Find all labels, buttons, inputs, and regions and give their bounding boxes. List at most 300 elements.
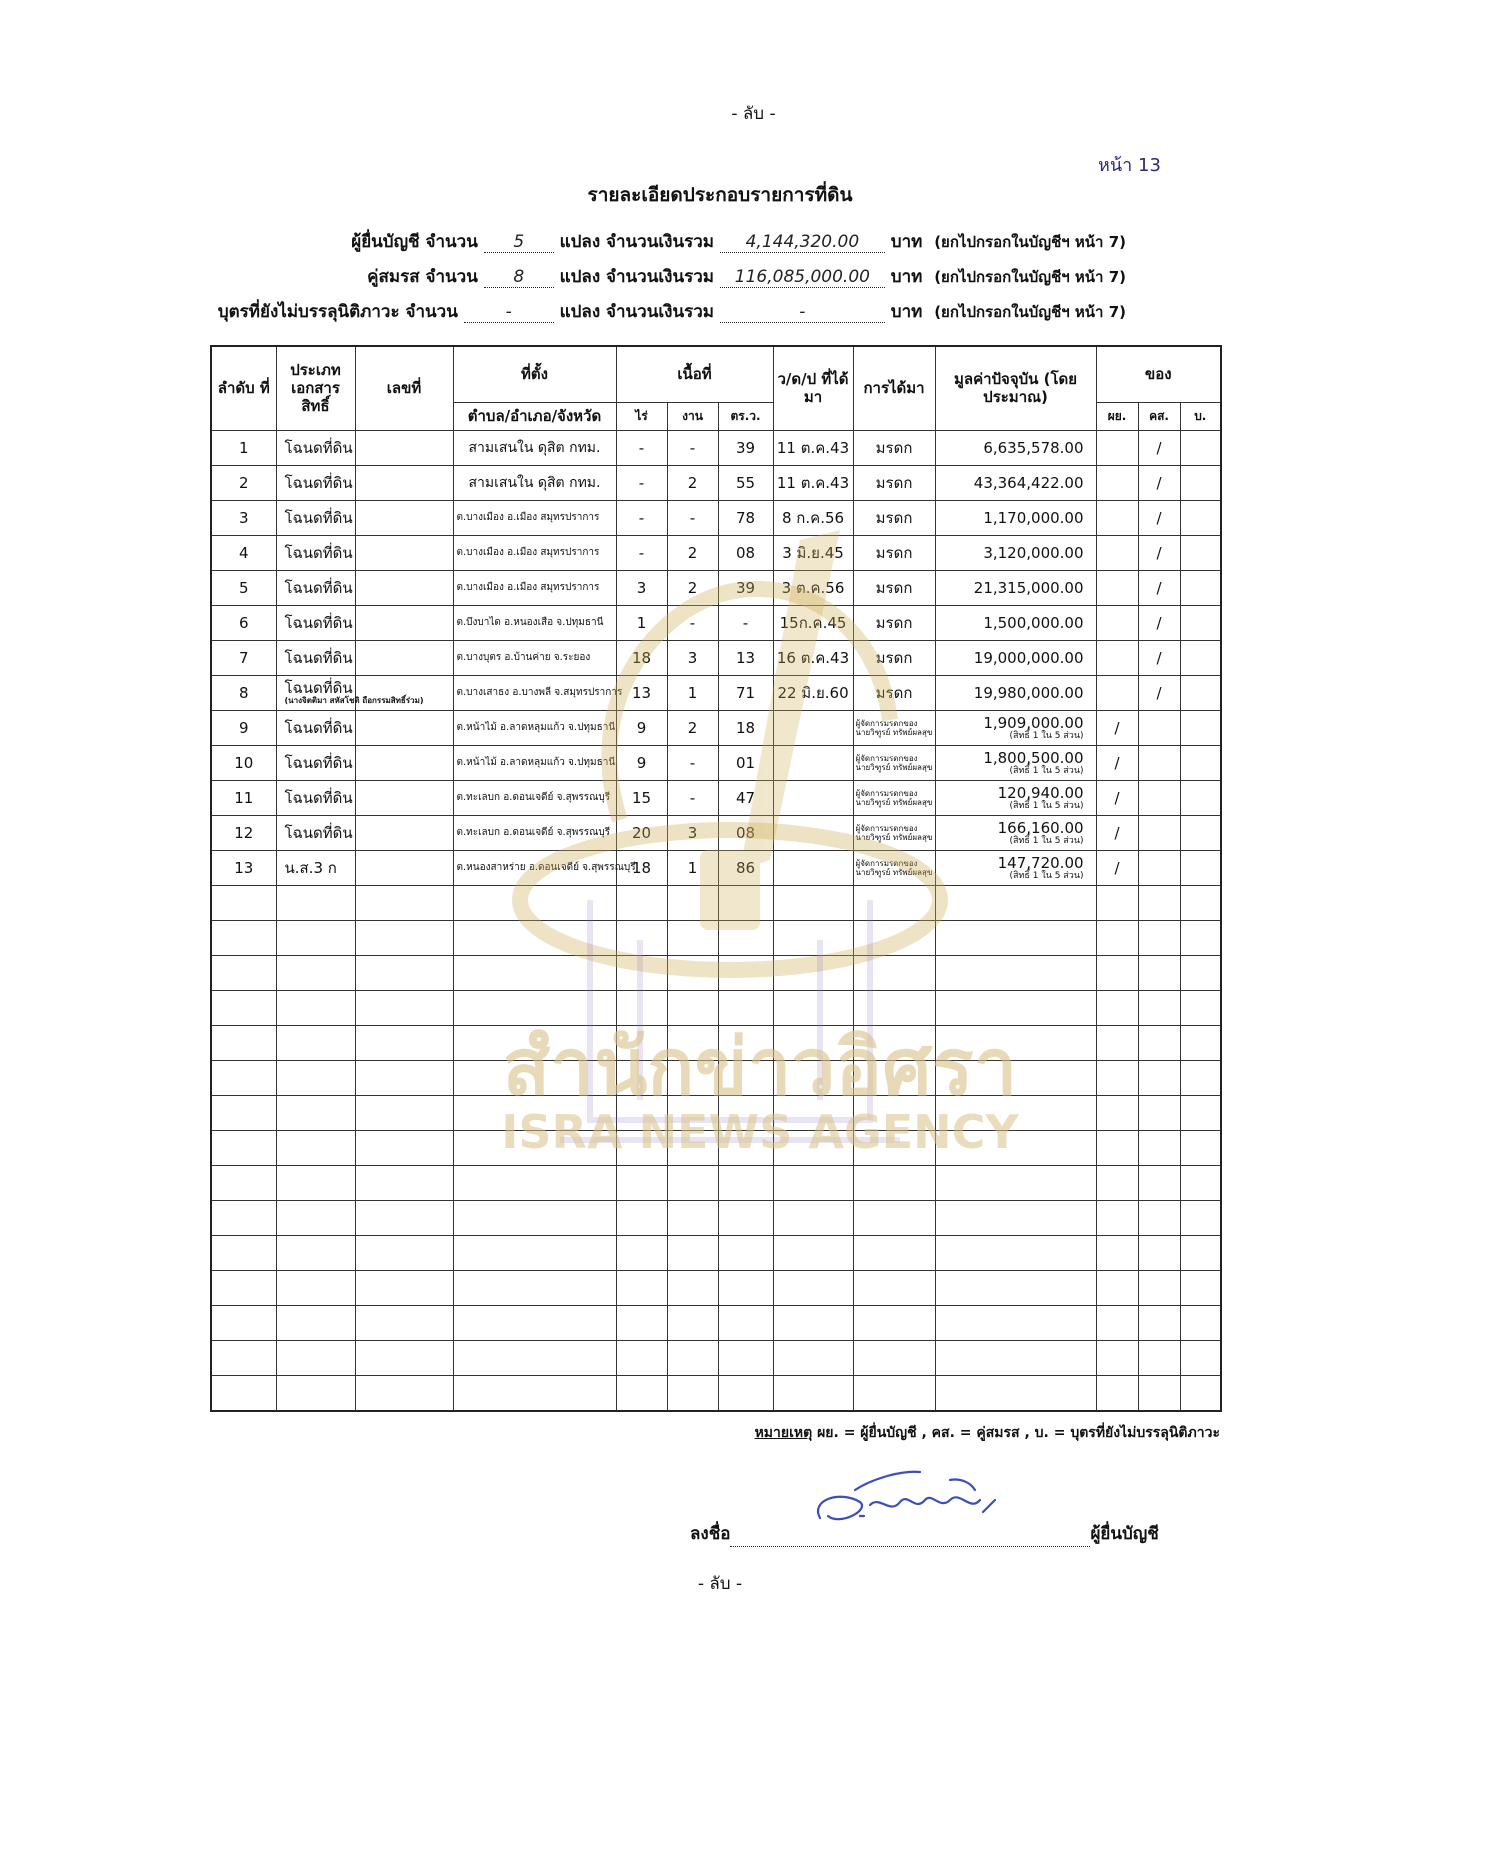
- empty-cell: [1180, 1235, 1221, 1270]
- empty-cell: [276, 1270, 355, 1305]
- empty-cell: [276, 1130, 355, 1165]
- row-rai: -: [616, 430, 667, 465]
- empty-cell: [616, 1165, 667, 1200]
- row-ngan: 2: [667, 710, 718, 745]
- summary-declarant: ผู้ยื่นบัญชี จำนวน 5 แปลง จำนวนเงินรวม 4,144,320.00 บาท (ยกไปกรอกในบัญชีฯ หน้า 7): [351, 232, 1126, 252]
- row-value: 120,940.00 (สิทธิ์ 1 ใน 5 ส่วน): [935, 780, 1096, 815]
- empty-cell: [1138, 1235, 1180, 1270]
- row-doc-note: (นางจิตติมา สหัสโชติ ถือกรรมสิทธิ์ร่วม): [284, 695, 424, 705]
- row-number: [355, 850, 453, 885]
- row-value: 19,980,000.00: [935, 675, 1096, 710]
- summary-spouse: คู่สมรส จำนวน 8 แปลง จำนวนเงินรวม 116,085,000.00 บาท (ยกไปกรอกในบัญชีฯ หน้า 7): [367, 267, 1126, 287]
- empty-cell: [773, 1200, 853, 1235]
- empty-cell: [276, 990, 355, 1025]
- empty-cell: [853, 1130, 935, 1165]
- empty-row: [211, 1235, 1221, 1270]
- empty-cell: [1138, 990, 1180, 1025]
- header-rai: ไร่: [616, 402, 667, 430]
- row-seq: 5: [211, 570, 276, 605]
- row-owner-declarant: /: [1096, 780, 1138, 815]
- row-rai: -: [616, 465, 667, 500]
- empty-cell: [773, 1340, 853, 1375]
- empty-cell: [667, 990, 718, 1025]
- row-rai: 18: [616, 850, 667, 885]
- empty-cell: [453, 1025, 616, 1060]
- row-number: [355, 465, 453, 500]
- empty-cell: [935, 1165, 1096, 1200]
- empty-cell: [276, 1095, 355, 1130]
- empty-cell: [355, 1200, 453, 1235]
- row-date: 11 ต.ค.43: [773, 430, 853, 465]
- empty-cell: [1096, 1340, 1138, 1375]
- header-ngan: งาน: [667, 402, 718, 430]
- row-rai: 9: [616, 710, 667, 745]
- row-seq: 8: [211, 675, 276, 710]
- empty-cell: [1180, 1340, 1221, 1375]
- empty-cell: [276, 955, 355, 990]
- empty-cell: [935, 1095, 1096, 1130]
- row-number: [355, 500, 453, 535]
- row-owner-declarant: /: [1096, 815, 1138, 850]
- empty-cell: [453, 885, 616, 920]
- empty-cell: [718, 1270, 773, 1305]
- empty-cell: [211, 1095, 276, 1130]
- empty-cell: [276, 1305, 355, 1340]
- row-rai: 18: [616, 640, 667, 675]
- empty-cell: [1180, 1200, 1221, 1235]
- empty-cell: [1096, 990, 1138, 1025]
- empty-cell: [773, 885, 853, 920]
- row-owner-spouse: [1138, 780, 1180, 815]
- empty-cell: [853, 1235, 935, 1270]
- row-owner-child: [1180, 535, 1221, 570]
- row-value: 1,500,000.00: [935, 605, 1096, 640]
- empty-row: [211, 990, 1221, 1025]
- empty-cell: [211, 920, 276, 955]
- empty-cell: [276, 1060, 355, 1095]
- empty-cell: [355, 990, 453, 1025]
- empty-cell: [355, 1130, 453, 1165]
- empty-cell: [276, 920, 355, 955]
- table-row: [211, 710, 1221, 745]
- row-owner-spouse: /: [1138, 570, 1180, 605]
- row-owner-spouse: [1138, 710, 1180, 745]
- empty-cell: [853, 885, 935, 920]
- empty-cell: [773, 1060, 853, 1095]
- empty-cell: [211, 955, 276, 990]
- signature-label: ลงชื่อ: [690, 1524, 731, 1544]
- row-acquisition: มรดก: [853, 570, 935, 605]
- row-seq: 3: [211, 500, 276, 535]
- empty-row: [211, 1375, 1221, 1411]
- empty-cell: [1180, 990, 1221, 1025]
- empty-cell: [1096, 1305, 1138, 1340]
- empty-row: [211, 920, 1221, 955]
- row-seq: 6: [211, 605, 276, 640]
- row-doc-type: โฉนดที่ดิน: [276, 815, 355, 850]
- row-ngan: -: [667, 430, 718, 465]
- row-value: 1,800,500.00 (สิทธิ์ 1 ใน 5 ส่วน): [935, 745, 1096, 780]
- row-date: [773, 745, 853, 780]
- row-ngan: 1: [667, 850, 718, 885]
- empty-cell: [355, 1270, 453, 1305]
- empty-cell: [718, 885, 773, 920]
- empty-cell: [773, 1270, 853, 1305]
- header-seq: ลำดับ ที่: [211, 346, 276, 430]
- row-owner-declarant: [1096, 570, 1138, 605]
- row-value: 43,364,422.00: [935, 465, 1096, 500]
- empty-cell: [355, 1060, 453, 1095]
- empty-cell: [211, 885, 276, 920]
- row-doc-type: โฉนดที่ดิน: [276, 430, 355, 465]
- row-rai: -: [616, 535, 667, 570]
- empty-cell: [1180, 920, 1221, 955]
- row-location: ต.บางเสาธง อ.บางพลี จ.สมุทรปราการ: [453, 675, 616, 710]
- row-owner-child: [1180, 780, 1221, 815]
- row-value-note: (สิทธิ์ 1 ใน 5 ส่วน): [1009, 870, 1084, 881]
- empty-cell: [718, 1305, 773, 1340]
- table-row: [211, 605, 1221, 640]
- empty-cell: [853, 1025, 935, 1060]
- classified-mark-bottom: - ลับ -: [697, 1574, 743, 1594]
- empty-cell: [276, 1165, 355, 1200]
- spouse-amount: 116,085,000.00: [720, 267, 885, 288]
- empty-cell: [773, 1130, 853, 1165]
- empty-cell: [935, 1305, 1096, 1340]
- empty-cell: [453, 920, 616, 955]
- empty-cell: [853, 1270, 935, 1305]
- summary-child: บุตรที่ยังไม่บรรลุนิติภาวะ จำนวน - แปลง จำนวนเงินรวม - บาท (ยกไปกรอกในบัญชีฯ หน้า 7): [217, 302, 1126, 322]
- row-owner-spouse: [1138, 850, 1180, 885]
- empty-cell: [718, 1340, 773, 1375]
- row-value: 6,635,578.00: [935, 430, 1096, 465]
- empty-cell: [935, 920, 1096, 955]
- empty-cell: [935, 1375, 1096, 1411]
- row-value: 1,909,000.00 (สิทธิ์ 1 ใน 5 ส่วน): [935, 710, 1096, 745]
- row-sqwa: 13: [718, 640, 773, 675]
- table-row: [211, 430, 1221, 465]
- empty-row: [211, 1025, 1221, 1060]
- empty-cell: [935, 1270, 1096, 1305]
- empty-cell: [453, 1340, 616, 1375]
- row-doc-type: โฉนดที่ดิน: [276, 605, 355, 640]
- empty-cell: [773, 1165, 853, 1200]
- row-acquisition: ผู้จัดการมรดกของ นายวิฑูรย์ ทรัพย์ผลสุข: [853, 850, 935, 885]
- row-owner-declarant: /: [1096, 745, 1138, 780]
- empty-cell: [853, 955, 935, 990]
- page-number: หน้า 13: [1098, 155, 1161, 176]
- row-rai: 1: [616, 605, 667, 640]
- empty-row: [211, 1165, 1221, 1200]
- header-acquisition: การได้มา: [853, 346, 935, 430]
- empty-cell: [667, 1305, 718, 1340]
- row-owner-spouse: /: [1138, 465, 1180, 500]
- empty-cell: [1180, 1060, 1221, 1095]
- empty-cell: [453, 1095, 616, 1130]
- watermark-english-text: ISRA NEWS AGENCY: [501, 1105, 1019, 1159]
- row-date: 15ก.ค.45: [773, 605, 853, 640]
- row-acquisition: ผู้จัดการมรดกของ นายวิฑูรย์ ทรัพย์ผลสุข: [853, 710, 935, 745]
- row-doc-type: โฉนดที่ดิน: [276, 570, 355, 605]
- empty-cell: [1138, 1130, 1180, 1165]
- empty-cell: [211, 1200, 276, 1235]
- empty-cell: [1180, 1025, 1221, 1060]
- empty-cell: [211, 1270, 276, 1305]
- empty-cell: [667, 1130, 718, 1165]
- empty-cell: [211, 1165, 276, 1200]
- empty-cell: [616, 885, 667, 920]
- row-owner-declarant: /: [1096, 850, 1138, 885]
- empty-cell: [616, 1060, 667, 1095]
- empty-cell: [1096, 1235, 1138, 1270]
- row-number: [355, 605, 453, 640]
- row-value-note: (สิทธิ์ 1 ใน 5 ส่วน): [1009, 800, 1084, 811]
- row-owner-child: [1180, 605, 1221, 640]
- empty-cell: [667, 1095, 718, 1130]
- row-owner-spouse: /: [1138, 430, 1180, 465]
- empty-cell: [211, 1375, 276, 1411]
- header-owner-declarant: ผย.: [1096, 402, 1138, 430]
- row-doc-type: โฉนดที่ดิน: [276, 780, 355, 815]
- row-sqwa: 47: [718, 780, 773, 815]
- row-doc-type: โฉนดที่ดิน: [276, 465, 355, 500]
- row-ngan: -: [667, 780, 718, 815]
- empty-cell: [1096, 885, 1138, 920]
- row-owner-child: [1180, 465, 1221, 500]
- empty-cell: [667, 920, 718, 955]
- header-location-sub: ตำบล/อำเภอ/จังหวัด: [453, 402, 616, 430]
- row-sqwa: 78: [718, 500, 773, 535]
- empty-cell: [1180, 955, 1221, 990]
- table-row: [211, 535, 1221, 570]
- row-owner-declarant: [1096, 465, 1138, 500]
- row-location: สามเสนใน ดุสิต กทม.: [453, 465, 616, 500]
- empty-row: [211, 1060, 1221, 1095]
- table-row: [211, 745, 1221, 780]
- empty-cell: [1138, 1095, 1180, 1130]
- row-seq: 9: [211, 710, 276, 745]
- row-owner-spouse: /: [1138, 535, 1180, 570]
- empty-cell: [853, 920, 935, 955]
- empty-cell: [1096, 1130, 1138, 1165]
- empty-cell: [667, 1165, 718, 1200]
- row-doc-type: โฉนดที่ดิน: [276, 535, 355, 570]
- empty-cell: [616, 1200, 667, 1235]
- empty-cell: [355, 1305, 453, 1340]
- empty-cell: [276, 1340, 355, 1375]
- row-sqwa: 39: [718, 570, 773, 605]
- row-value-note: (สิทธิ์ 1 ใน 5 ส่วน): [1009, 835, 1084, 846]
- row-ngan: 2: [667, 535, 718, 570]
- row-number: [355, 710, 453, 745]
- row-owner-child: [1180, 430, 1221, 465]
- row-owner-child: [1180, 675, 1221, 710]
- row-number: [355, 640, 453, 675]
- row-acquisition: มรดก: [853, 535, 935, 570]
- row-doc-type: โฉนดที่ดิน: [276, 640, 355, 675]
- empty-cell: [667, 1340, 718, 1375]
- row-number: [355, 815, 453, 850]
- row-owner-child: [1180, 850, 1221, 885]
- empty-cell: [935, 1130, 1096, 1165]
- row-number: [355, 780, 453, 815]
- empty-cell: [616, 1375, 667, 1411]
- empty-cell: [667, 1235, 718, 1270]
- header-value: มูลค่าปัจจุบัน (โดยประมาณ): [935, 346, 1096, 430]
- row-location: ต.บึงบาได อ.หนองเสือ จ.ปทุมธานี: [453, 605, 616, 640]
- row-date: 22 มิ.ย.60: [773, 675, 853, 710]
- empty-cell: [453, 1060, 616, 1095]
- table-row: [211, 640, 1221, 675]
- empty-cell: [355, 1375, 453, 1411]
- row-doc-type: โฉนดที่ดิน: [276, 710, 355, 745]
- row-sqwa: 08: [718, 815, 773, 850]
- row-seq: 11: [211, 780, 276, 815]
- row-acquisition: มรดก: [853, 675, 935, 710]
- empty-cell: [1180, 1305, 1221, 1340]
- row-seq: 1: [211, 430, 276, 465]
- empty-cell: [616, 1340, 667, 1375]
- empty-cell: [616, 1270, 667, 1305]
- empty-cell: [616, 1095, 667, 1130]
- empty-row: [211, 1095, 1221, 1130]
- row-date: [773, 815, 853, 850]
- empty-cell: [1138, 920, 1180, 955]
- row-date: 11 ต.ค.43: [773, 465, 853, 500]
- row-acquisition: มรดก: [853, 430, 935, 465]
- header-owner-spouse: คส.: [1138, 402, 1180, 430]
- row-date: 8 ก.ค.56: [773, 500, 853, 535]
- row-date: 16 ต.ค.43: [773, 640, 853, 675]
- row-date: [773, 850, 853, 885]
- row-sqwa: 86: [718, 850, 773, 885]
- empty-cell: [853, 1305, 935, 1340]
- row-owner-spouse: [1138, 815, 1180, 850]
- watermark-thai-text: สำนักข่าวอิศรา: [502, 1023, 1018, 1113]
- row-date: [773, 710, 853, 745]
- row-owner-declarant: [1096, 605, 1138, 640]
- row-date: [773, 780, 853, 815]
- row-location: สามเสนใน ดุสิต กทม.: [453, 430, 616, 465]
- empty-cell: [211, 1060, 276, 1095]
- empty-cell: [773, 920, 853, 955]
- row-number: [355, 535, 453, 570]
- empty-cell: [355, 1340, 453, 1375]
- row-date: 3 มิ.ย.45: [773, 535, 853, 570]
- empty-cell: [1096, 1375, 1138, 1411]
- row-rai: -: [616, 500, 667, 535]
- table-row: [211, 570, 1221, 605]
- empty-cell: [718, 1375, 773, 1411]
- empty-cell: [1180, 1270, 1221, 1305]
- row-number: [355, 430, 453, 465]
- header-owner-child: บ.: [1180, 402, 1221, 430]
- row-rai: 9: [616, 745, 667, 780]
- row-seq: 10: [211, 745, 276, 780]
- declarant-amount: 4,144,320.00: [720, 232, 885, 253]
- row-owner-declarant: [1096, 640, 1138, 675]
- row-doc-type: โฉนดที่ดิน: [276, 500, 355, 535]
- row-location: ต.ทะเลบก อ.ดอนเจดีย์ จ.สุพรรณบุรี: [453, 815, 616, 850]
- row-sqwa: 08: [718, 535, 773, 570]
- row-value: 19,000,000.00: [935, 640, 1096, 675]
- row-owner-spouse: /: [1138, 675, 1180, 710]
- empty-cell: [1180, 885, 1221, 920]
- row-ngan: -: [667, 500, 718, 535]
- row-doc-type: โฉนดที่ดิน (นางจิตติมา สหัสโชติ ถือกรรมสิทธิ์ร่วม): [276, 675, 355, 710]
- empty-cell: [453, 1130, 616, 1165]
- row-owner-child: [1180, 815, 1221, 850]
- empty-cell: [211, 990, 276, 1025]
- empty-cell: [935, 1235, 1096, 1270]
- row-location: ต.ทะเลบก อ.ดอนเจดีย์ จ.สุพรรณบุรี: [453, 780, 616, 815]
- row-location: ต.บางเมือง อ.เมือง สมุทรปราการ: [453, 500, 616, 535]
- empty-row: [211, 885, 1221, 920]
- empty-cell: [718, 1095, 773, 1130]
- row-value: 147,720.00 (สิทธิ์ 1 ใน 5 ส่วน): [935, 850, 1096, 885]
- row-date: 3 ต.ค.56: [773, 570, 853, 605]
- row-owner-declarant: [1096, 500, 1138, 535]
- empty-cell: [211, 1130, 276, 1165]
- row-owner-spouse: /: [1138, 605, 1180, 640]
- empty-cell: [453, 955, 616, 990]
- empty-cell: [453, 1305, 616, 1340]
- empty-cell: [1138, 1165, 1180, 1200]
- header-sqwa: ตร.ว.: [718, 402, 773, 430]
- empty-row: [211, 1130, 1221, 1165]
- row-sqwa: 39: [718, 430, 773, 465]
- empty-cell: [853, 1060, 935, 1095]
- empty-cell: [667, 885, 718, 920]
- row-owner-declarant: /: [1096, 710, 1138, 745]
- empty-cell: [1138, 885, 1180, 920]
- empty-cell: [355, 920, 453, 955]
- empty-cell: [853, 1375, 935, 1411]
- empty-cell: [453, 990, 616, 1025]
- empty-cell: [667, 1375, 718, 1411]
- child-amount: -: [720, 302, 885, 323]
- empty-cell: [1096, 1095, 1138, 1130]
- row-seq: 7: [211, 640, 276, 675]
- row-owner-declarant: [1096, 535, 1138, 570]
- empty-cell: [276, 1235, 355, 1270]
- row-location: ต.บางเมือง อ.เมือง สมุทรปราการ: [453, 535, 616, 570]
- row-rai: 15: [616, 780, 667, 815]
- row-number: [355, 745, 453, 780]
- empty-row: [211, 1340, 1221, 1375]
- empty-cell: [773, 955, 853, 990]
- empty-cell: [276, 1200, 355, 1235]
- empty-cell: [1096, 920, 1138, 955]
- declarant-count: 5: [484, 232, 554, 253]
- land-table: [210, 345, 1222, 1412]
- empty-cell: [1180, 1165, 1221, 1200]
- empty-cell: [667, 1060, 718, 1095]
- row-location: ต.บางบุตร อ.บ้านค่าย จ.ระยอง: [453, 640, 616, 675]
- row-rai: 13: [616, 675, 667, 710]
- empty-cell: [773, 1235, 853, 1270]
- empty-cell: [935, 1060, 1096, 1095]
- empty-cell: [1180, 1095, 1221, 1130]
- remark-line: หมายเหตุ ผย. = ผู้ยื่นบัญชี , คส. = คู่สมรส , บ. = บุตรที่ยังไม่บรรลุนิติภาวะ: [754, 1425, 1220, 1441]
- empty-cell: [1180, 1130, 1221, 1165]
- document-title: รายละเอียดประกอบรายการที่ดิน: [587, 184, 853, 206]
- empty-cell: [616, 1130, 667, 1165]
- header-owner: ของ: [1096, 346, 1221, 402]
- empty-cell: [453, 1165, 616, 1200]
- empty-cell: [616, 990, 667, 1025]
- empty-cell: [1138, 1305, 1180, 1340]
